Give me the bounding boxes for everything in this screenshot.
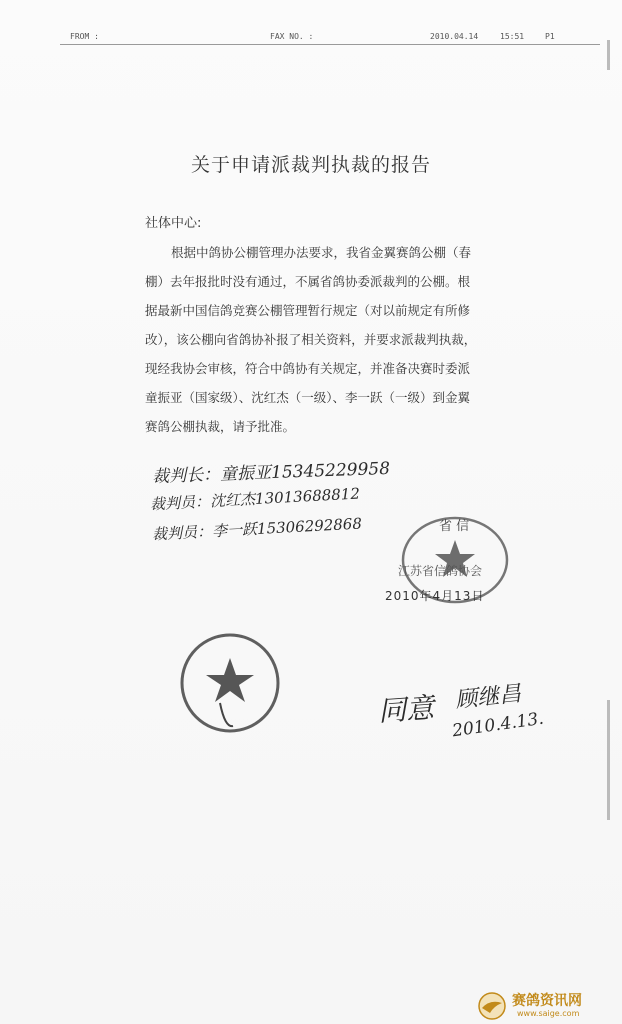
paragraph-line: 赛鸽公棚执裁，请予批准。 [145, 419, 296, 434]
handwritten-approval: 同意 [377, 691, 436, 728]
site-watermark [472, 988, 622, 1024]
pigeon-logo-icon [474, 991, 510, 1021]
sports-bureau-seal-stamp [175, 628, 285, 738]
handwritten-approval-date: 2010.4.13. [451, 708, 545, 742]
body-paragraph [145, 238, 555, 441]
fax-date: 2010.04.14 [430, 32, 479, 41]
document-title: 关于申请派裁判执裁的报告 [190, 154, 431, 176]
paragraph-line: 童振亚（国家级）、沈红杰（一级）、李一跃（一级）到金翼 [145, 390, 471, 405]
fax-time: 15:51 [500, 32, 525, 41]
paragraph-line: 改），该公棚向省鸽协补报了相关资料，并要求派裁判执裁， [145, 332, 477, 347]
paragraph-line: 根据中鸽协公棚管理办法要求，我省金翼赛鸽公棚（春 [171, 245, 472, 260]
watermark-site-name: 赛鸽资讯网 [512, 993, 582, 1009]
svg-text:省 信: 省 信 [439, 519, 470, 534]
scan-edge-mark [607, 40, 610, 70]
fax-header-divider [60, 44, 600, 45]
fax-number-label: FAX NO. : [270, 32, 314, 41]
handwritten-signature: 顾继昌 [454, 681, 523, 714]
scan-edge-mark [607, 700, 610, 820]
handwritten-referee-2: 裁判员：沈红杰13013688812 [149, 484, 361, 514]
handwritten-referee-3: 裁判员：李一跃15306292868 [151, 514, 363, 544]
paragraph-line: 现经我协会审核，符合中鸽协有关规定，并准备决赛时委派 [145, 361, 471, 376]
fax-page-number: P1 [545, 32, 555, 41]
paragraph-line: 棚）去年报批时没有通过，不属省鸽协委派裁判的公棚。根 [145, 274, 471, 289]
handwritten-referee-chief: 裁判长：童振亚15345229958 [151, 458, 391, 488]
issue-date: 2010年4月13日 [385, 589, 485, 603]
fax-from-label: FROM : [70, 32, 99, 41]
watermark-url: www.saige.com [517, 1009, 580, 1018]
issuing-unit: 江苏省信鸽协会 [398, 564, 483, 578]
salutation: 社体中心: [145, 216, 202, 231]
paragraph-line: 据最新中国信鸽竞赛公棚管理暂行规定（对以前规定有所修 [145, 303, 471, 318]
